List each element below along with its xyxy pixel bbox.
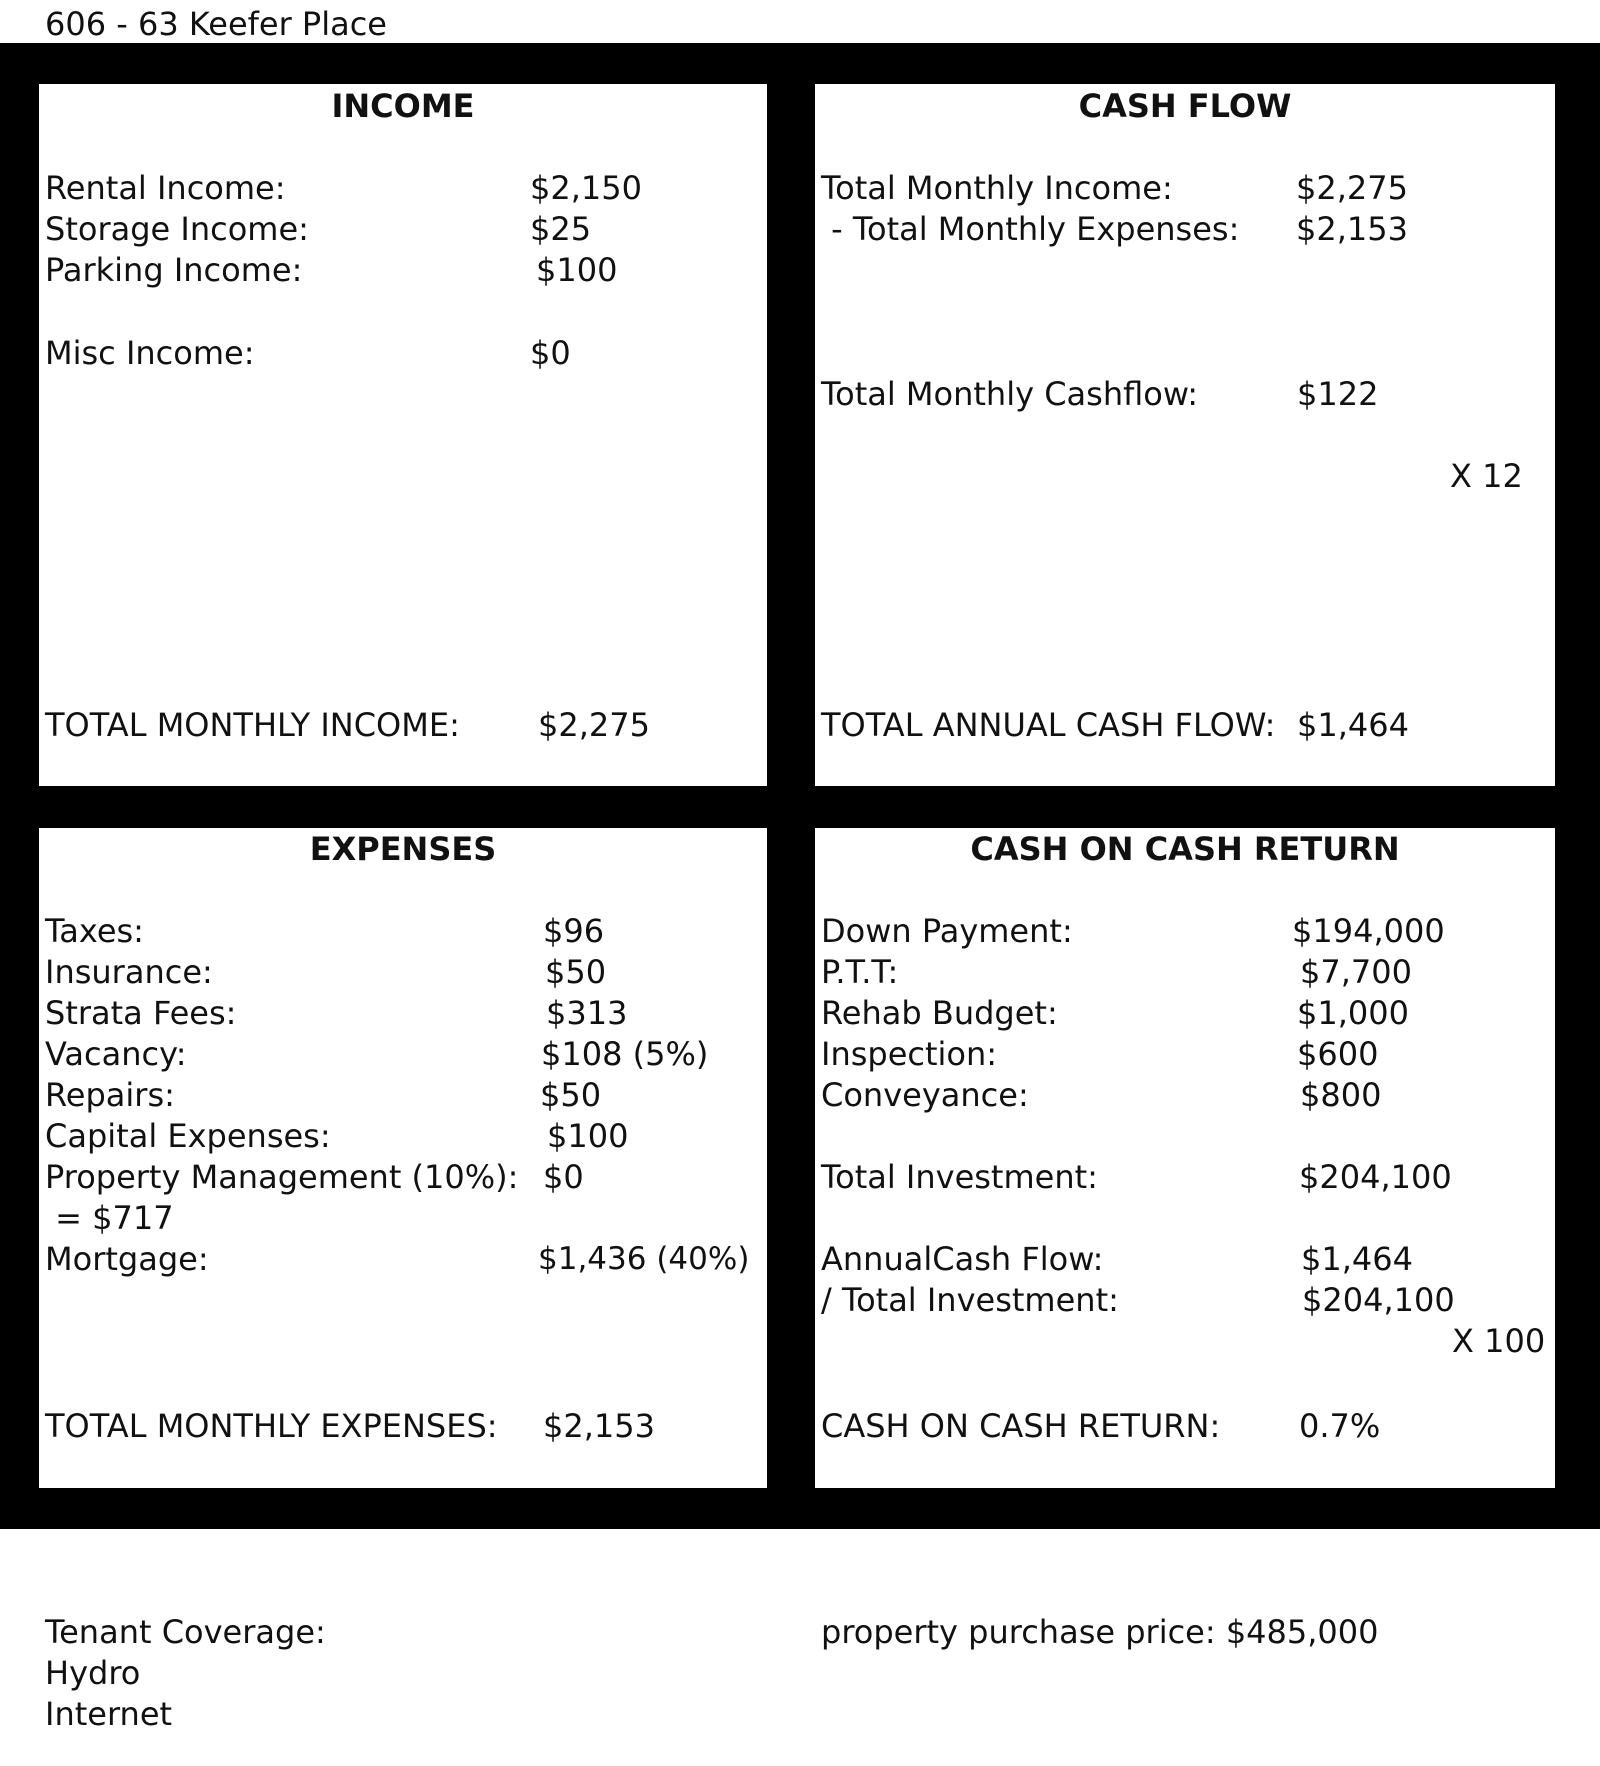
- expense-row-label: Strata Fees:: [45, 994, 237, 1032]
- cash-flow-monthly-value: $122: [1297, 375, 1379, 413]
- expense-row-label: Capital Expenses:: [45, 1117, 331, 1155]
- income-total-label: TOTAL MONTHLY INCOME:: [45, 706, 460, 744]
- cash-on-cash-total-label: CASH ON CASH RETURN:: [821, 1407, 1221, 1445]
- purchase-price: property purchase price: $485,000: [821, 1613, 1379, 1651]
- expense-row-value: $1,436 (40%): [538, 1241, 750, 1277]
- total-investment-label: Total Investment:: [821, 1158, 1098, 1196]
- income-row-value: $2,150: [530, 169, 642, 207]
- expense-row-value: $313: [546, 994, 628, 1032]
- cash-flow-total-value: $1,464: [1297, 706, 1409, 744]
- divide-investment-value: $204,100: [1302, 1281, 1455, 1319]
- investment-row-value: $800: [1300, 1076, 1382, 1114]
- cash-flow-expenses-value: $2,153: [1296, 210, 1408, 248]
- annual-cash-flow-value: $1,464: [1301, 1240, 1413, 1278]
- expense-row-label: = $717: [45, 1199, 174, 1237]
- total-investment-value: $204,100: [1299, 1158, 1452, 1196]
- property-title: 606 - 63 Keefer Place: [45, 5, 387, 43]
- cash-flow-income-label: Total Monthly Income:: [821, 169, 1173, 207]
- expense-row-label: Taxes:: [45, 912, 144, 950]
- expense-row-label: Vacancy:: [45, 1035, 187, 1073]
- income-heading: INCOME: [331, 87, 475, 125]
- investment-row-value: $1,000: [1297, 994, 1409, 1032]
- expense-row-value: $96: [543, 912, 605, 950]
- expenses-total-value: $2,153: [543, 1407, 655, 1445]
- income-total-value: $2,275: [538, 706, 650, 744]
- expense-row-label: Repairs:: [45, 1076, 175, 1114]
- expense-row-value: $0: [543, 1158, 584, 1196]
- cash-flow-expenses-label: - Total Monthly Expenses:: [821, 210, 1240, 248]
- expenses-heading: EXPENSES: [309, 830, 497, 868]
- cash-flow-heading: CASH FLOW: [1078, 87, 1292, 125]
- annual-cash-flow-label: AnnualCash Flow:: [821, 1240, 1104, 1278]
- investment-row-value: $194,000: [1292, 912, 1445, 950]
- income-row-value: $0: [530, 334, 571, 372]
- expense-row-label: Property Management (10%):: [45, 1158, 519, 1196]
- expense-row-label: Insurance:: [45, 953, 213, 991]
- investment-row-label: Rehab Budget:: [821, 994, 1058, 1032]
- tenant-coverage-item: Hydro: [45, 1654, 141, 1692]
- expense-row-value: $100: [547, 1117, 629, 1155]
- cash-on-cash-multiplier: X 100: [1452, 1322, 1546, 1360]
- cash-flow-total-label: TOTAL ANNUAL CASH FLOW:: [821, 706, 1276, 744]
- tenant-coverage-label: Tenant Coverage:: [45, 1613, 326, 1651]
- cash-on-cash-heading: CASH ON CASH RETURN: [970, 830, 1400, 868]
- investment-row-label: Down Payment:: [821, 912, 1073, 950]
- cash-on-cash-total-value: 0.7%: [1299, 1407, 1381, 1445]
- investment-row-value: $7,700: [1300, 953, 1412, 991]
- expense-row-value: $50: [545, 953, 607, 991]
- income-row-label: Parking Income:: [45, 251, 303, 289]
- expense-row-value: $50: [540, 1076, 602, 1114]
- cash-flow-monthly-label: Total Monthly Cashflow:: [821, 375, 1199, 413]
- income-row-label: Misc Income:: [45, 334, 255, 372]
- expenses-total-label: TOTAL MONTHLY EXPENSES:: [45, 1407, 498, 1445]
- cash-flow-multiplier: X 12: [1450, 457, 1523, 495]
- income-row-label: Rental Income:: [45, 169, 286, 207]
- investment-row-label: Inspection:: [821, 1035, 998, 1073]
- income-row-value: $25: [530, 210, 592, 248]
- divide-investment-label: / Total Investment:: [821, 1281, 1119, 1319]
- investment-row-label: P.T.T:: [821, 953, 899, 991]
- tenant-coverage-item: Internet: [45, 1695, 173, 1733]
- cash-flow-income-value: $2,275: [1296, 169, 1408, 207]
- income-row-value: $100: [536, 251, 618, 289]
- income-row-label: Storage Income:: [45, 210, 309, 248]
- investment-row-value: $600: [1297, 1035, 1379, 1073]
- investment-row-label: Conveyance:: [821, 1076, 1029, 1114]
- expense-row-value: $108 (5%): [541, 1035, 709, 1073]
- expense-row-label: Mortgage:: [45, 1240, 209, 1278]
